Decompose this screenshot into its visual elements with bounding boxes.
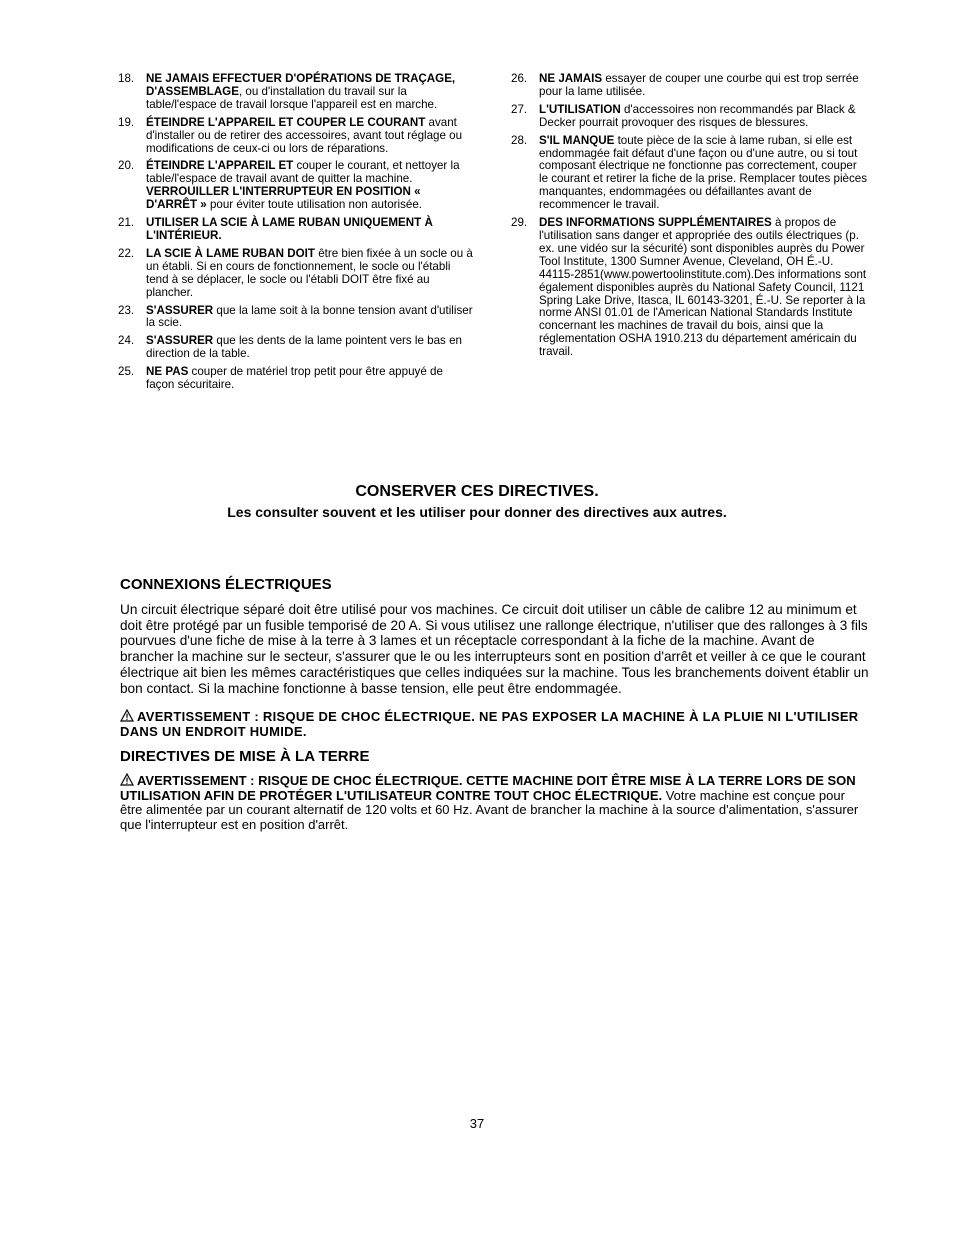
item-number: 24. bbox=[118, 334, 135, 348]
item-bold: ÉTEINDRE L'APPAREIL ET COUPER LE COURANT bbox=[146, 115, 426, 129]
item-bold: VERROUILLER L'INTERRUPTEUR EN POSITION « D'ARRÊT » bbox=[146, 185, 421, 212]
item-text bbox=[539, 135, 867, 212]
item-number: 19. bbox=[118, 115, 135, 129]
item-text bbox=[539, 73, 867, 99]
item-body: couper le courant, et nettoyer la table/l'espace de travail avant de quitter la machine. bbox=[146, 159, 460, 186]
item-bold: NE PAS bbox=[146, 365, 189, 379]
item-body: essayer de couper une courbe qui est trop serrée pour la lame utilisée. bbox=[539, 72, 859, 98]
item-number: 23. bbox=[118, 303, 135, 317]
item-body: avant d'installer ou de retirer des accessoires, avant tout réglage ou modifications de ceux-ci ou lors de réparations. bbox=[146, 115, 463, 155]
grounding-section bbox=[120, 748, 870, 832]
item-body: couper de matériel trop petit pour être appuyé de façon sécuritaire. bbox=[146, 365, 443, 392]
item-bold: S'ASSURER bbox=[146, 303, 214, 317]
item-bold: LA SCIE À LAME RUBAN DOIT bbox=[146, 246, 315, 260]
item-body: que les dents de la lame pointent vers le bas en direction de la table. bbox=[146, 334, 462, 361]
item-text bbox=[146, 73, 474, 112]
item-number: 18. bbox=[118, 72, 135, 85]
item-number: 26. bbox=[511, 72, 528, 85]
list-item bbox=[118, 73, 474, 112]
item-body: à propos de l'utilisation sans danger et appropriée des outils électriques (p. ex. une vidéo sur la sécurité) sont disponibles auprès du Power Tool Institute, 1300 Sumner Avenue, Cleveland, OH É.-U. 44115-2851(www.powertoolinstitute.com).Des informations sont également disponibles auprès du National Safety Council, 1121 Spring Lake Drive, Itasca, IL 60143-3201, É.-U. Se reporter à la norme ANSI 01.01 de l'American National Standards Institute concernant les machines de travail du bois, ainsi que la réglementation OSHA 1910.213 du département américain du travail. bbox=[539, 216, 867, 359]
item-bold: L'UTILISATION bbox=[539, 102, 621, 116]
item-bold: ÉTEINDRE L'APPAREIL ET bbox=[146, 159, 294, 173]
list-item bbox=[511, 73, 867, 99]
list-item bbox=[118, 217, 474, 243]
grounding-warning bbox=[120, 773, 870, 832]
list-item bbox=[118, 248, 474, 300]
item-bold: NE JAMAIS bbox=[539, 72, 603, 85]
warning-triangle-icon bbox=[120, 709, 134, 722]
item-text bbox=[146, 117, 474, 156]
list-item bbox=[511, 217, 867, 359]
warning-body: Votre machine est conçue pour être alimentée par un courant alternatif de 120 volts et 60 Hz. Avant de brancher la machine à la source d'alimentation, s'assurer que l'interrupteur est en position d'arrêt. bbox=[120, 787, 859, 832]
item-number: 21. bbox=[118, 216, 135, 230]
list-item bbox=[511, 135, 867, 212]
list-item bbox=[118, 366, 474, 392]
item-text bbox=[146, 217, 474, 243]
item-bold: S'ASSURER bbox=[146, 334, 214, 348]
item-bold: S'IL MANQUE bbox=[539, 133, 615, 147]
electrical-connections-section bbox=[120, 576, 870, 739]
item-text bbox=[146, 335, 474, 361]
item-body: pour éviter toute utilisation non autorisée. bbox=[206, 198, 422, 212]
item-number: 25. bbox=[118, 365, 135, 379]
list-item bbox=[118, 335, 474, 361]
list-item bbox=[118, 160, 474, 212]
item-text bbox=[539, 104, 867, 130]
warning-triangle-icon bbox=[120, 773, 134, 786]
item-text bbox=[146, 160, 474, 212]
list-item bbox=[118, 117, 474, 156]
warning-text: AVERTISSEMENT : RISQUE DE CHOC ÉLECTRIQUE. CETTE MACHINE DOIT ÊTRE MISE À LA TERRE LORS DE SON UTILISATION AFIN DE PROTÉGER L'UTILISATEUR CONTRE TOUT CHOC ÉLECTRIQUE. bbox=[120, 773, 856, 803]
item-body: d'accessoires non recommandés par Black & Decker pourrait provoquer des risques de blessures. bbox=[539, 102, 856, 129]
item-body: toute pièce de la scie à lame ruban, si elle est endommagée fait défaut d'une façon ou d'une autre, ou si tout composant électrique ne fonctionne pas correctement, couper le courant et retirer la fiche de la prise. Remplacer toutes pièces manquantes, endommagées ou défaillantes avant de recommencer le travail. bbox=[539, 133, 868, 212]
page-number: 37 bbox=[469, 1116, 485, 1131]
list-item bbox=[511, 104, 867, 130]
section-heading: CONNEXIONS ÉLECTRIQUES bbox=[120, 576, 332, 593]
item-body: , ou d'installation du travail sur la table/l'espace de travail lorsque l'appareil est en marche. bbox=[146, 84, 438, 111]
item-number: 29. bbox=[511, 216, 528, 230]
save-directives-title: CONSERVER CES DIRECTIVES. bbox=[355, 483, 599, 500]
item-text bbox=[146, 305, 474, 331]
left-safety-list bbox=[118, 73, 474, 397]
section-paragraph: Un circuit électrique séparé doit être utilisé pour vos machines. Ce circuit doit utiliser un câble de calibre 12 au minimum et doit être protégé par un fusible temporisé de 20 A. Si vous utilisez une rallonge électrique, n'utiliser que des rallonges à 3 fils pourvues d'une fiche de mise à la terre à 3 lames et un réceptacle correspondant à la fiche de la machine. Avant de brancher la machine sur le secteur, s'assurer que le ou les interrupteurs sont en position d'arrêt et veiller à ce que le courant électrique ait bien les mêmes caractéristiques que celles indiquées sur la machine. Tous les branchements doivent établir un bon contact. Si la machine fonctionne à basse tension, elle peut être endommagée. bbox=[120, 602, 869, 696]
right-safety-list bbox=[511, 73, 867, 364]
item-number: 22. bbox=[118, 246, 135, 260]
shock-warning bbox=[120, 709, 870, 739]
item-body: que la lame soit à la bonne tension avant d'utiliser la scie. bbox=[146, 303, 473, 330]
item-text bbox=[146, 248, 474, 300]
list-item bbox=[118, 305, 474, 331]
item-body: être bien fixée à un socle ou à un établi. Si en cours de fonctionnement, le socle ou l'établi tend à se déplacer, le socle ou l'établi DOIT être fixé au plancher. bbox=[146, 246, 473, 299]
save-directives-subtitle: Les consulter souvent et les utiliser pour donner des directives aux autres. bbox=[227, 504, 727, 520]
item-number: 20. bbox=[118, 159, 135, 173]
item-number: 28. bbox=[511, 133, 528, 147]
item-number: 27. bbox=[511, 102, 528, 116]
item-bold: UTILISER LA SCIE À LAME RUBAN UNIQUEMENT À L'INTÉRIEUR. bbox=[146, 216, 433, 242]
section-heading: DIRECTIVES DE MISE À LA TERRE bbox=[120, 748, 370, 765]
item-bold: DES INFORMATIONS SUPPLÉMENTAIRES bbox=[539, 216, 772, 230]
item-bold: NE JAMAIS EFFECTUER D'OPÉRATIONS DE TRAÇAGE, D'ASSEMBLAGE bbox=[146, 72, 456, 98]
item-text bbox=[146, 366, 474, 392]
item-text bbox=[539, 217, 867, 359]
warning-text: AVERTISSEMENT : RISQUE DE CHOC ÉLECTRIQUE. NE PAS EXPOSER LA MACHINE À LA PLUIE NI L'UTILISER DANS UN ENDROIT HUMIDE. bbox=[120, 709, 859, 739]
